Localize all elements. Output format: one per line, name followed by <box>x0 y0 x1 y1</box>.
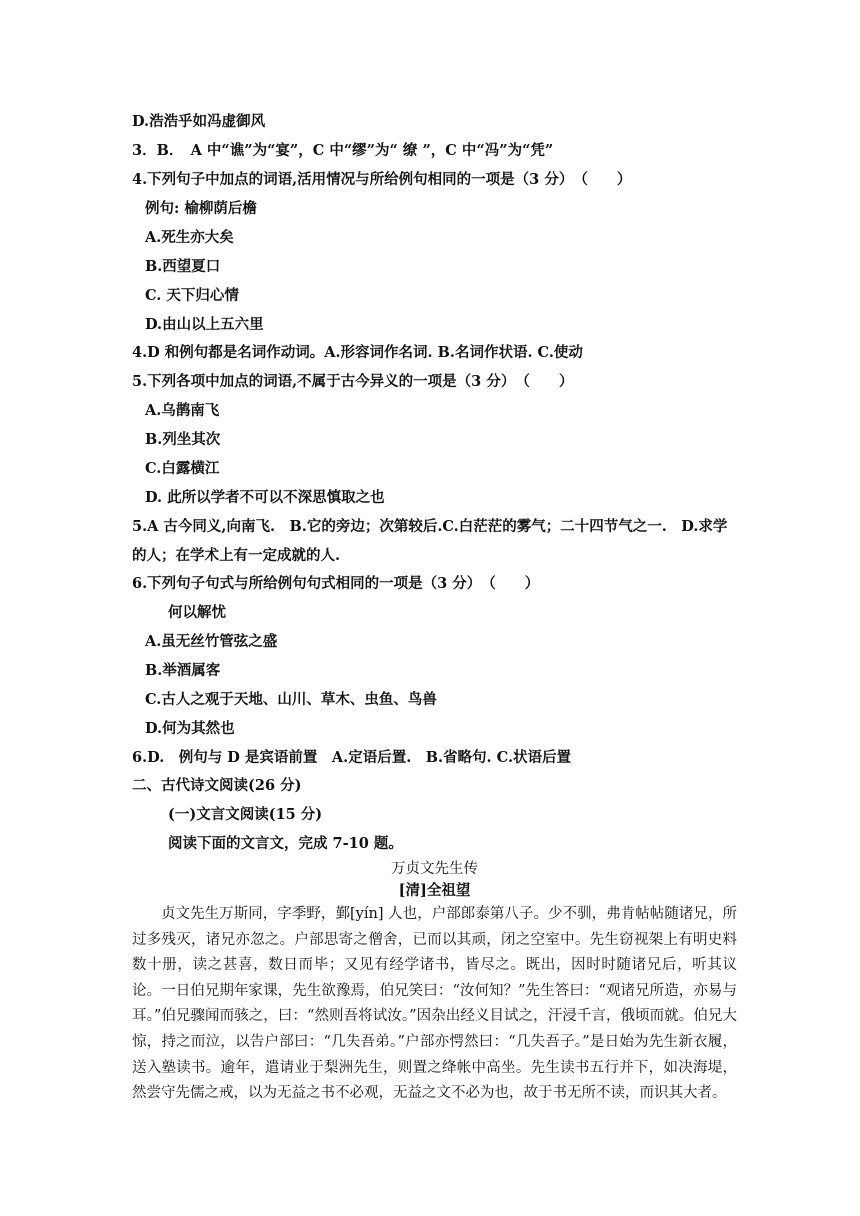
answer-3: 3．B． A 中“谯”为“宴”，C 中“缪”为“ 缭 ”，C 中“冯”为“凭” <box>132 142 554 159</box>
answer-6: 6.D. 例句与 D 是宾语前置 A.定语后置. B.省略句. C.状语后置 <box>132 749 571 766</box>
question-5: 5.下列各项中加点的词语,不属于古今异义的一项是（3 分） （ ） <box>132 373 574 390</box>
answer-4: 4.D 和例句都是名词作动词。A.形容词作名词. B.名词作状语. C.使动 <box>132 344 583 361</box>
passage-text: 贞文先生万斯同，字季野，鄞[yín] 人也，户部郎泰第八子。少不驯，弗肯帖帖随诸兄，所过多残灭，诸兄亦忽之。户部思寄之僧舍，已而以其顽，闭之空室中。先生窃视架上有明史料数十册，读之甚喜，数日而毕；又见有经学诸书，皆尽之。既出，因时时随诸兄后，听其议论。一日伯兄期年家课，先生欲豫焉，伯兄笑曰：“汝何知？”先生答曰：“观诸兄所造，亦易与耳。”伯兄骤闻而骇之，曰：“然则吾将试汝。”因杂出经义目试之，汗浸千言，俄顷而就。伯兄大惊，持之而泣，以告户部曰：“几失吾弟。”户部亦愕然曰：“几失吾子。”是日始为先生新衣履，送入塾读书。逾年，遣请业于梨洲先生，则置之绛帐中高坐。先生读书五行并下，如决海堤，然尝守先儒之戒，以为无益之书不必观，无益之文不必为也，故于书无所不读，而识其大者。 <box>132 906 737 1102</box>
passage-author: [清]全祖望 <box>398 882 471 899</box>
subsection-heading: (一)文言文阅读(15 分) <box>168 806 323 823</box>
question-6: 6.下列句子句式与所给例句句式相同的一项是（3 分） （ ） <box>132 575 540 592</box>
answer-5-line2: 的人；在学术上有一定成就的人. <box>132 547 341 564</box>
passage-title: 万贞文先生传 <box>391 861 478 877</box>
question-4: 4.下列句子中加点的词语,活用情况与所给例句相同的一项是（3 分） （ ） <box>132 171 632 188</box>
q6-example: 何以解忧 <box>168 604 226 621</box>
q5-option-b: B.列坐其次 <box>145 431 221 448</box>
q5-option-a: A.乌鹊南飞 <box>145 402 220 419</box>
section-heading: 二、古代诗文阅读(26 分) <box>132 777 302 794</box>
q5-option-d: D. 此所以学者不可以不深思慎取之也 <box>145 489 385 506</box>
option-d-line: D.浩浩乎如冯虚御风 <box>132 113 266 130</box>
q5-option-c: C.白露横江 <box>145 460 220 477</box>
q6-option-b: B.举酒属客 <box>145 662 221 679</box>
q6-option-c: C.古人之观于天地、山川、草木、虫鱼、鸟兽 <box>145 691 437 708</box>
q4-option-b: B.西望夏口 <box>145 258 221 275</box>
reading-instruction: 阅读下面的文言文，完成 7-10 题。 <box>168 835 403 852</box>
q6-option-d: D.何为其然也 <box>145 720 235 737</box>
q4-option-c: C. 天下归心情 <box>145 287 239 304</box>
q6-option-a: A.虽无丝竹管弦之盛 <box>145 633 278 650</box>
q4-example: 例句: 榆柳荫后檐 <box>145 200 257 217</box>
answer-5-line1: 5.A 古今同义,向南飞. B.它的旁边；次第较后.C.白茫茫的雾气；二十四节气之一. D.求学 <box>132 518 728 535</box>
q4-option-a: A.死生亦大矣 <box>145 229 234 246</box>
q4-option-d: D.由山以上五六里 <box>145 316 264 333</box>
